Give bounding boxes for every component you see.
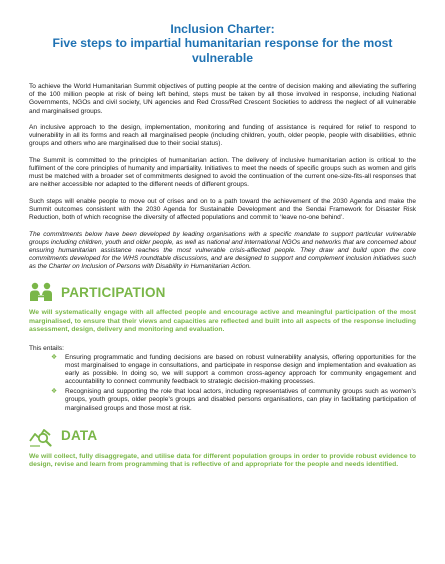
intro-paragraph-1: To achieve the World Humanitarian Summit objectives of putting people at the centre of decision making and alleviating the suffering of the 100 million people at risk of being left behind, steps must be taken by all those involved in response, including National Governments, NGOs and civil society, UN agencies and Red Cross/Red Crescent Societies to address the neglect of all vulnerable and marginalised groups. bbox=[29, 83, 416, 115]
diamond-bullet-icon: ❖ bbox=[51, 353, 58, 361]
intro-paragraph-4: Such steps will enable people to move out of crises and on to a path toward the achievement of the 2030 Agenda and make the Summit outcomes consistent with the 2030 Agenda for Sustainable Development and the Sendai Framework for Disaster Risk Reduction, both of which recognise the diversity of affected populations and commit to ‘leave no-one behind’. bbox=[29, 197, 416, 222]
list-item-text: Recognising and supporting the role that local actors, including representatives of community groups such as women’s groups, youth groups, older people’s groups and disabled persons organisations, can play in facilitating participation of marginalised groups and those most at risk. bbox=[65, 388, 416, 412]
list-item bbox=[51, 353, 416, 386]
intro-paragraph-2: An inclusive approach to the design, implementation, monitoring and funding of assistance is required for relief to respond to vulnerability in all its forms and reach all marginalised people (including children, youth, older people, people with disabilities, ethnic groups and others who are marginalised due to their social status). bbox=[29, 124, 416, 148]
data-header bbox=[29, 425, 416, 447]
people-meeting-icon bbox=[29, 281, 53, 303]
intro-paragraph-3: The Summit is committed to the principles of humanitarian action. The delivery of inclusive humanitarian action is critical to the fulfilment of the core principles of humanity and impartiality. Initiatives to meet the needs of specific groups such as women and girls must be matched with a broader set of commitments designed to avoid the continuation of the current one-size-fits-all responses that are neither accessible nor adapted to the different needs of different groups. bbox=[29, 156, 416, 189]
participation-title: PARTICIPATION bbox=[61, 284, 166, 300]
list-item-text: Ensuring programmatic and funding decisions are based on robust vulnerability analysis, offering opportunities for the most marginalised to engage in consultations, and participate in response design and implementation and evaluation as early as possible. In doing so, we will support a common cross-agency approach for community engagement and accountability to connect community feedback to strategic decision-making processes. bbox=[65, 353, 416, 386]
page-subtitle: Five steps to impartial humanitarian response for the most vulnerable bbox=[52, 36, 393, 65]
chart-magnifier-icon bbox=[29, 425, 53, 447]
data-lead: We will collect, fully disaggregate, and utilise data for different population groups in order to provide robust evidence to design, revise and learn from programming that is reflective of and appropriate for the people and needs identified. bbox=[29, 452, 416, 469]
diamond-bullet-icon: ❖ bbox=[51, 388, 58, 396]
page-title: Inclusion Charter: bbox=[170, 22, 275, 36]
participation-bullet-list bbox=[29, 354, 416, 413]
intro-paragraph-5: The commitments below have been developed by leading organisations with a specific mandate to support particular vulnerable groups including children, youth and older people, as well as national and international NGOs and networks that are concerned about ensuring humanitarian assistance reaches the most vulnerable crisis-affected people. They draw and build upon the core commitments developed for the WHS roundtable discussions, and are designed to support and complement inclusion initiatives such as the Charter on Inclusion of Persons with Disability in Humanitarian Action. bbox=[29, 230, 416, 271]
participation-lead: We will systematically engage with all affected people and encourage active and meaningful participation of the most marginalised, to ensure that their views and capacities are reflected and built into all aspects of the response including assessment, design, delivery and monitoring and evaluation. bbox=[29, 309, 416, 334]
list-item bbox=[51, 388, 416, 412]
data-title: DATA bbox=[61, 428, 98, 444]
entails-label: This entails: bbox=[29, 344, 64, 352]
participation-header bbox=[29, 281, 416, 303]
